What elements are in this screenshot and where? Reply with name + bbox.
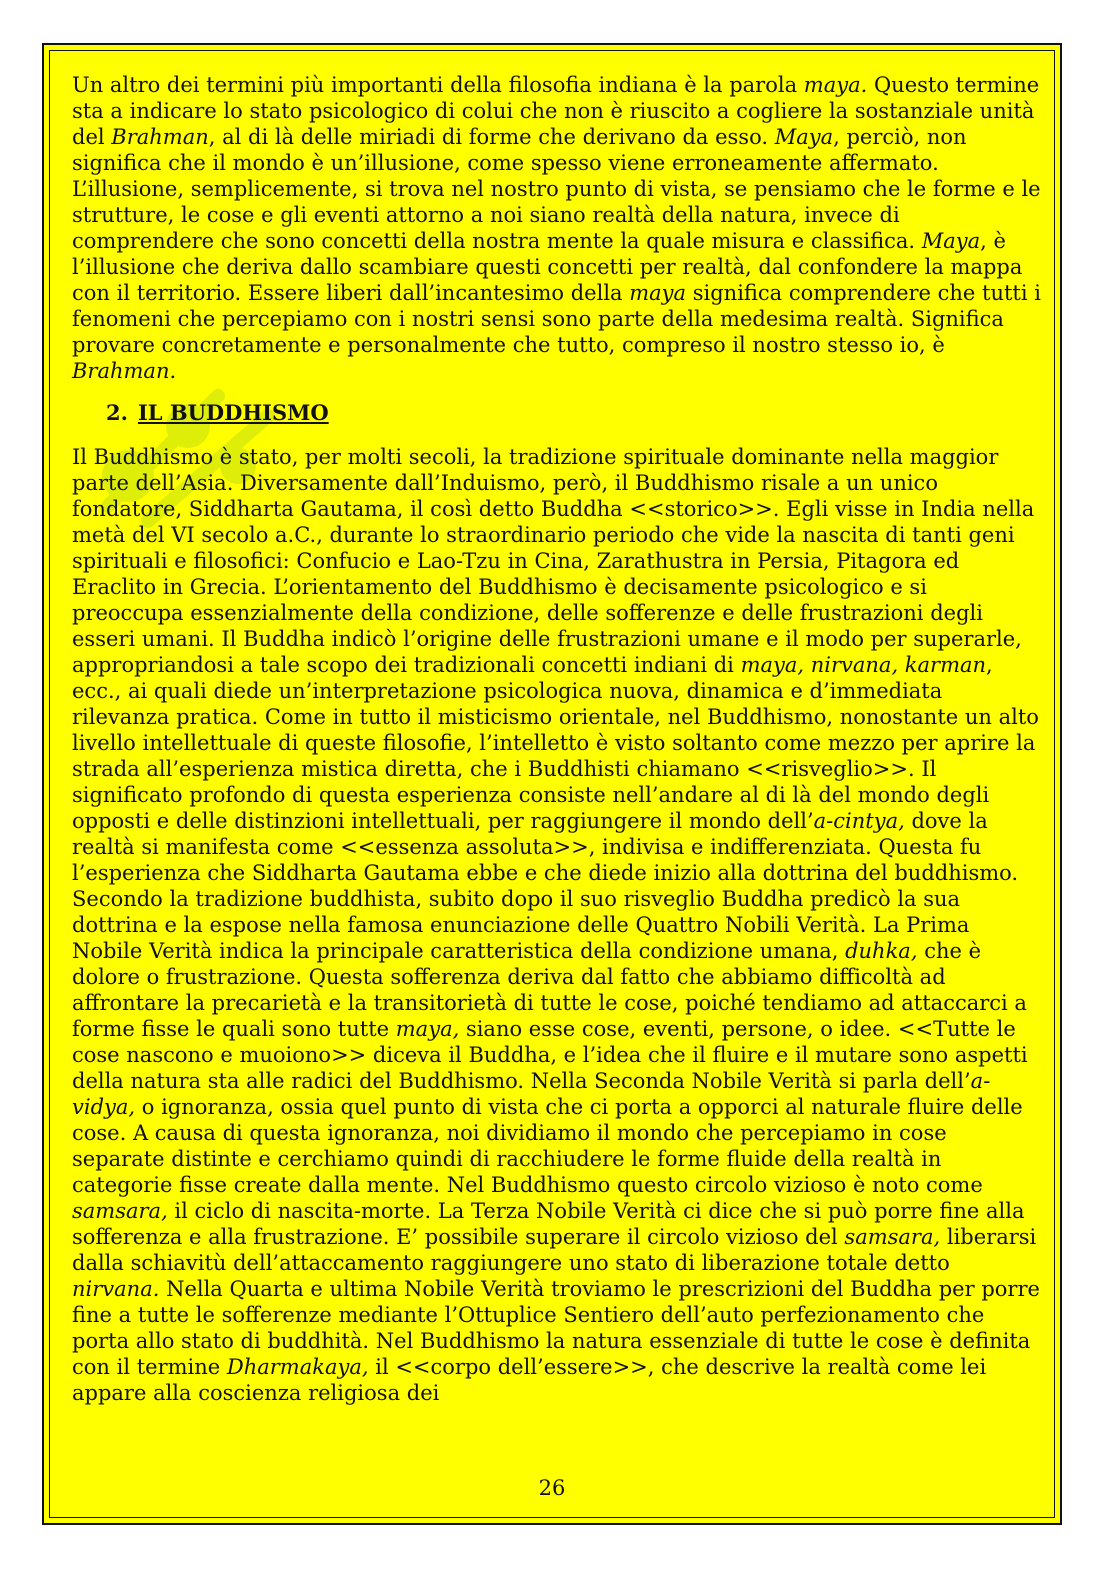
text-run: , al di là delle miriadi di forme che derivano da esso. [208, 125, 775, 149]
italic-term: maya, [395, 1017, 460, 1041]
text-run: Il Buddhismo è stato, per molti secoli, la tradizione spirituale dominante nella maggior parte dell’Asia. Diversamente dall’Induismo, però, il Buddhismo risale a un unico fondatore, Siddharta Gautama, il così detto Buddha <<storico>>. Egli visse in India nella metà del VI secolo a.C., durante lo straordinario periodo che vide la nascita di tanti geni spirituali e filosofici: Confucio e Lao-Tzu in Cina, Zarathustra in Persia, Pitagora ed Eraclito in Grecia. L’orientamento del Buddhismo è decisamente psicologico e si preoccupa essenzialmente della condizione, delle sofferenze e delle frustrazioni degli esseri umani. Il Buddha indicò l’origine delle frustrazioni umane e il modo per superarle, appropriandosi a tale scopo dei tradizionali concetti indiani di [72, 445, 1035, 677]
text-run: o ignoranza, ossia quel punto di vista che ci porta a opporci al naturale fluire delle cose. A causa di questa ignoranza, noi dividiamo il mondo che percepiamo in cose separate distinte e cerchiamo quindi di racchiudere le forme fluide della realtà in categorie fisse create dalla mente. Nel Buddhismo questo circolo vizioso è noto come [72, 1095, 1023, 1197]
text-run: siano esse cose, eventi, persone, o idee. <<Tutte le cose nascono e muoiono>> diceva il Buddha, e l’idea che il fluire e il mutare sono aspetti della natura sta alle radici del Buddhismo. Nella Seconda Nobile Verità si parla dell’ [72, 1017, 1028, 1093]
paragraph-maya [72, 72, 1042, 384]
document-body [72, 72, 1042, 1406]
text-run: Un altro dei termini più importanti della filosofia indiana è la parola [72, 73, 804, 97]
italic-term: Brahman. [72, 359, 177, 383]
italic-term: a-cintya, [813, 809, 905, 833]
italic-term: Dharmakaya, [226, 1355, 369, 1379]
text-run: il <<corpo dell’essere>>, che descrive la realtà come lei appare alla coscienza religiosa dei [72, 1355, 987, 1405]
section-number: 2. [106, 400, 128, 425]
italic-term: Maya [774, 125, 834, 149]
text-run: , perciò, non significa che il mondo è un’illusione, come spesso viene erroneamente affermato. L’illusione, semplicemente, si trova nel nostro punto di vista, se pensiamo che le forme e le strutture, le cose e gli eventi attorno a noi siano realtà della natura, invece di comprendere che sono concetti della nostra mente la quale misura e classifica. [72, 125, 1041, 253]
page-number: 26 [538, 1476, 566, 1500]
text-run: significa comprendere che tutti i fenomeni che percepiamo con i nostri sensi sono parte della medesima realtà. Significa provare concretamente e personalmente che tutto, compreso il nostro stesso io, è [72, 281, 1041, 357]
text-run: dove la realtà si manifesta come <<essenza assoluta>>, indivisa e indifferenziata. Questa fu l’esperienza che Siddharta Gautama ebbe e che diede inizio alla dottrina del buddhismo. Secondo la tradizione buddhista, subito dopo il suo risveglio Buddha predicò la sua dottrina e la espose nella famosa enunciazione delle Quattro Nobili Verità. La Prima Nobile Verità indica la principale caratteristica della condizione umana, [72, 809, 1019, 963]
italic-term: maya [629, 281, 687, 305]
italic-term: samsara, [844, 1225, 941, 1249]
text-run: liberarsi dalla schiavitù dell’attaccamento raggiungere uno stato di liberazione totale detto [72, 1225, 1037, 1275]
text-run: il ciclo di nascita-morte. La Terza Nobile Verità ci dice che si può porre fine alla sofferenza e alla frustrazione. E’ possibile superare il circolo vizioso del [72, 1199, 1025, 1249]
italic-term: a-vidya, [72, 1069, 991, 1119]
text-run: Nella Quarta e ultima Nobile Verità troviamo le prescrizioni del Buddha per porre fine a tutte le sofferenze mediante l’Ottuplice Sentiero dell’auto perfezionamento che porta allo stato di buddhità. Nel Buddhismo la natura essenziale di tutte le cose è definita con il termine [72, 1277, 1040, 1379]
text-run: , ecc., ai quali diede un’interpretazione psicologica nuova, dinamica e d’immediata rilevanza pratica. Come in tutto il misticismo orientale, nel Buddhismo, nonostante un alto livello intellettuale di queste filosofie, l’intelletto è visto soltanto come mezzo per aprire la strada all’esperienza mistica diretta, che i Buddhisti chiamano <<risveglio>>. Il significato profondo di questa esperienza consiste nell’andare al di là del mondo degli opposti e delle distinzioni intellettuali, per raggiungere il mondo dell’ [72, 653, 1039, 833]
page-border-outer [42, 43, 1062, 1525]
italic-term: maya. [803, 73, 868, 97]
text-run: Questo termine sta a indicare lo stato psicologico di colui che non è riuscito a cogliere la sostanziale unità del [72, 73, 1040, 149]
italic-term: Maya [921, 229, 981, 253]
text-run: che è dolore o frustrazione. Questa sofferenza deriva dal fatto che abbiamo difficoltà ad affrontare la precarietà e la transitorietà di tutte le cose, poiché tendiamo ad attaccarci a forme fisse le quali sono tutte [72, 939, 1027, 1041]
page-border-inner [49, 50, 1055, 1518]
italic-term: samsara, [72, 1199, 168, 1223]
italic-term: nirvana. [72, 1277, 160, 1301]
italic-term: duhka, [845, 939, 918, 963]
italic-term: Brahman [111, 125, 209, 149]
paragraph-buddhismo [72, 444, 1042, 1406]
section-heading [72, 400, 1042, 426]
italic-term: maya, nirvana, karman [740, 653, 987, 677]
text-run: , è l’illusione che deriva dallo scambiare questi concetti per realtà, dal confondere la mappa con il territorio. Essere liberi dall’incantesimo della [72, 229, 1023, 305]
section-title: IL BUDDHISMO [137, 400, 329, 425]
